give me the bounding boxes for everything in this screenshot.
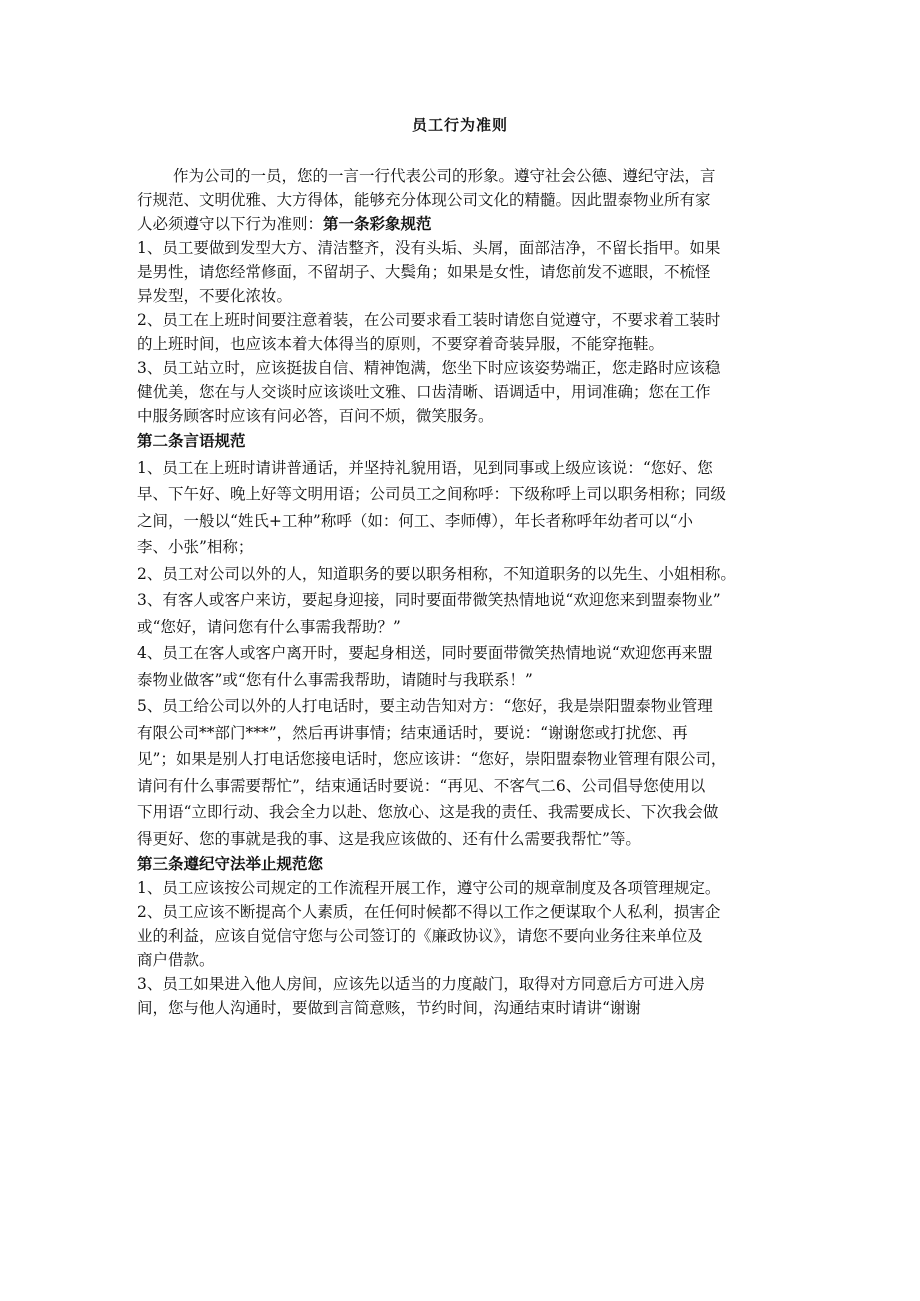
line-text: 1、员工应该按公司规定的工作流程开展工作，遵守公司的规章制度及各项管理规定。: [137, 879, 721, 897]
line-text: 第二条言语规范: [137, 431, 246, 450]
line-text: 1、员工要做到发型大方、清洁整齐，没有头垢、头屑，面部洁净，不留长指甲。如果: [137, 239, 721, 257]
line-text: 5、员工给公司以外的人打电话时，要主动告知对方：“您好，我是崇阳盟泰物业管理: [137, 697, 713, 715]
line-text: 3、有客人或客户来访，要起身迎接，同时要面带微笑热情地说“欢迎您来到盟泰物业”: [137, 591, 721, 609]
body-line: [137, 236, 797, 260]
line-text: 健优美，您在与人交谈时应该谈吐文雅、口齿清晰、语调适中，用词准确；您在工作: [137, 383, 711, 401]
line-text: 业的利益，应该自觉信守您与公司签订的《廉政协议》，请您不要向业务往来单位及: [137, 927, 703, 945]
body-line: [137, 720, 797, 747]
line-text: 见”；如果是别人打电话您接电话时，您应该讲：“您好，崇阳盟泰物业管理有限公司，: [137, 750, 727, 768]
body-line: [137, 561, 797, 588]
body-line: [137, 924, 797, 948]
body-line: [137, 284, 797, 308]
line-text: 有限公司**部门***”，然后再讲事情；结束通话时，要说：“谢谢您或打扰您、再: [137, 723, 688, 742]
line-text: 或“您好，请问您有什么事需我帮助？”: [137, 617, 401, 636]
document-body: [137, 164, 797, 1020]
line-text: 得更好、您的事就是我的事、这是我应该做的、还有什么需要我帮忙”等。: [137, 829, 641, 848]
document-title: 员工行为准则: [411, 116, 508, 134]
line-text: 2、员工对公司以外的人，知道职务的要以职务相称，不知道职务的以先生、小姐相称。: [137, 564, 736, 583]
body-line: [137, 972, 797, 996]
body-line: [137, 667, 797, 694]
body-line: [137, 260, 797, 284]
line-text: 之间，一般以“姓氏+工种”称呼（如：何工、李师傅），年长者称呼年幼者可以“小: [137, 511, 694, 530]
body-line: [137, 164, 797, 188]
body-line: [137, 455, 797, 482]
body-line: [137, 948, 797, 972]
line-text: 的上班时间，也应该本着大体得当的原则，不要穿着奇装异服，不能穿拖鞋。: [137, 335, 665, 353]
body-line: [137, 508, 797, 535]
section-heading: 第一条彩象规范: [323, 214, 432, 233]
body-line: [137, 693, 797, 720]
body-line: [137, 587, 797, 614]
body-line: [137, 332, 797, 356]
line-text: 行规范、文明优雅、大方得体，能够充分体现公司文化的精髓。因此盟泰物业所有家: [137, 191, 711, 209]
line-text: 是男性，请您经常修面，不留胡子、大鬓角；如果是女性，请您前发不遮眼，不梳怪: [137, 263, 711, 281]
line-text: 作为公司的一员，您的一言一行代表公司的形象。遵守社会公德、遵纪守法，言: [173, 167, 716, 185]
line-text: 早、下午好、晚上好等文明用语；公司员工之间称呼：下级称呼上司以职务相称；同级: [137, 485, 727, 503]
section-heading: [137, 428, 797, 455]
line-text: 李、小张”相称；: [137, 538, 254, 556]
line-text: 2、员工在上班时间要注意着装，在公司要求看工装时请您自觉遵守，不要求着工装时: [137, 311, 721, 329]
body-line: [137, 380, 797, 404]
body-line: [137, 799, 797, 826]
line-text: 中服务顾客时应该有问必答，百问不烦，微笑服务。: [137, 407, 494, 425]
body-line: [137, 996, 797, 1020]
line-text: 人必须遵守以下行为准则：: [137, 215, 324, 233]
body-line: [137, 356, 797, 380]
body-line: [137, 773, 797, 800]
section-heading: [137, 852, 797, 876]
body-line: [137, 404, 797, 428]
body-line: [137, 481, 797, 508]
line-text: 请问有什么事需要帮忙”，结束通话时要说：“再见、不客气二6、公司倡导您使用以: [137, 776, 706, 795]
line-text: 商户借款。: [137, 951, 215, 969]
line-text: 2、员工应该不断提高个人素质，在任何时候都不得以工作之便谋取个人私利，损害企: [137, 903, 721, 921]
body-line: [137, 900, 797, 924]
line-text: 间，您与他人沟通时，要做到言简意赅，节约时间，沟通结束时请讲“谢谢: [137, 999, 641, 1017]
line-text: 第三条遵纪守法举止规范您: [137, 854, 324, 873]
body-line: [137, 534, 797, 561]
line-text: 4、员工在客人或客户离开时，要起身相送，同时要面带微笑热情地说“欢迎您再来盟: [137, 644, 713, 662]
body-line: [137, 640, 797, 667]
line-text: 3、员工站立时，应该挺拔自信、精神饱满，您坐下时应该姿势端正，您走路时应该稳: [137, 359, 721, 377]
line-text: 异发型，不要化浓妆。: [137, 287, 293, 305]
line-text: 下用语“立即行动、我会全力以赴、您放心、这是我的责任、我需要成长、下次我会做: [137, 803, 719, 821]
body-line: [137, 826, 797, 853]
line-text: 1、员工在上班时请讲普通话，并坚持礼貌用语，见到同事或上级应该说：“您好、您: [137, 458, 713, 477]
body-line: [137, 614, 797, 641]
body-line: [137, 212, 797, 236]
body-line: [137, 188, 797, 212]
body-line: [137, 876, 797, 900]
body-line: [137, 308, 797, 332]
body-line: [137, 746, 797, 773]
line-text: 3、员工如果进入他人房间，应该先以适当的力度敲门，取得对方同意后方可进入房: [137, 975, 705, 993]
line-text: 泰物业做客”或“您有什么事需我帮助，请随时与我联系！”: [137, 670, 533, 689]
